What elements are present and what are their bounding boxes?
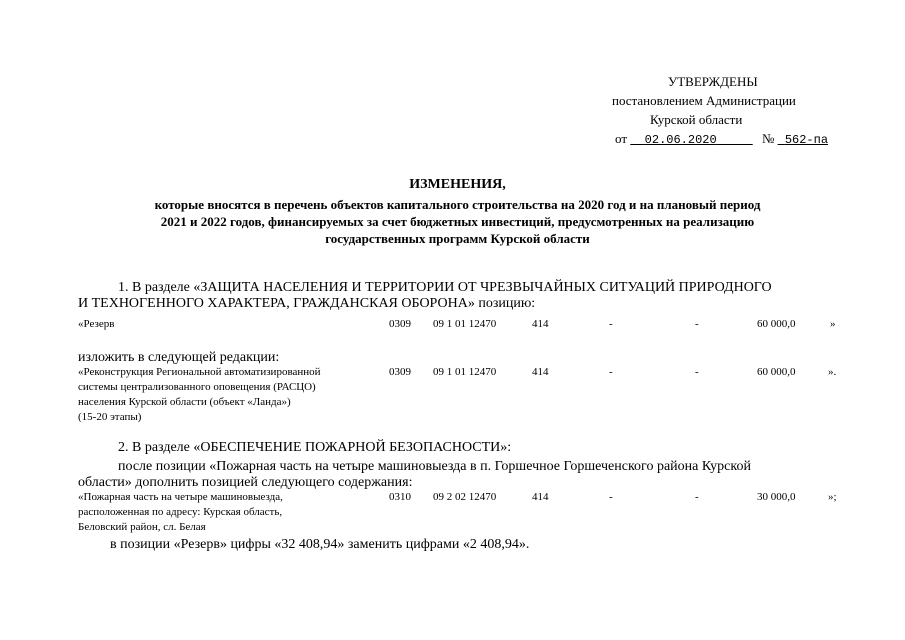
approval-line-2: Курской области (650, 112, 743, 127)
row-expense-type: 414 (532, 366, 549, 378)
approval-title: УТВЕРЖДЕНЫ (668, 74, 758, 89)
heading-line-2: 2021 и 2022 годов, финансируемых за счет бюджетных инвестиций, предусмотренных на реализацию (160, 214, 755, 229)
section2-line-2: после позиции «Пожарная часть на четыре машиновыезда в п. Горшечное Горшеченского района Курской (118, 459, 751, 474)
section1-line-1: 1. В разделе «ЗАЩИТА НАСЕЛЕНИЯ И ТЕРРИТОРИИ ОТ ЧРЕЗВЫЧАЙНЫХ СИТУАЦИЙ ПРИРОДНОГО (118, 280, 772, 295)
heading-line-1: которые вносятся в перечень объектов капитального строительства на 2020 год и на плановый период (154, 197, 761, 212)
row-value-3: 60 000,0 (757, 366, 796, 378)
row-end-quote: ». (828, 366, 837, 378)
number-prefix: № (761, 131, 775, 146)
date-prefix: от (615, 131, 628, 146)
row-section-code: 0309 (389, 318, 411, 330)
section2-final: в позиции «Резерв» цифры «32 408,94» заменить цифрами «2 408,94». (110, 537, 530, 552)
approval-date-line (615, 131, 828, 147)
row-value-2: - (695, 318, 699, 330)
row-name-line-2: расположенная по адресу: Курская область, (78, 506, 283, 518)
row-value-1: - (609, 491, 613, 503)
row-name-line-1: «Пожарная часть на четыре машиновыезда, (78, 491, 283, 503)
row-target-code: 09 1 01 12470 (433, 318, 497, 330)
row-value-1: - (609, 318, 613, 330)
row-value-2: - (695, 491, 699, 503)
row-section-code: 0309 (389, 366, 411, 378)
row-target-code: 09 1 01 12470 (433, 366, 497, 378)
row-name-line-4: (15-20 этапы) (78, 411, 142, 423)
row-expense-type: 414 (532, 318, 549, 330)
row-target-code: 09 2 02 12470 (433, 491, 497, 503)
approval-line-1: постановлением Администрации (612, 93, 796, 108)
section2-line-1: 2. В разделе «ОБЕСПЕЧЕНИЕ ПОЖАРНОЙ БЕЗОПАСНОСТИ»: (118, 440, 512, 455)
heading-line-3: государственных программ Курской области (325, 231, 590, 246)
row-name: «Резерв (78, 318, 115, 330)
row-name-line-3: населения Курской области (объект «Ланда») (78, 396, 291, 408)
heading-title: ИЗМЕНЕНИЯ, (409, 177, 506, 192)
section1-edit-text: изложить в следующей редакции: (78, 350, 280, 365)
number-value: 562-па (784, 133, 829, 147)
row-name-line-3: Беловский район, сл. Белая (78, 521, 206, 533)
row-value-1: - (609, 366, 613, 378)
row-end-quote: »; (828, 491, 837, 503)
row-name-line-1: «Реконструкция Региональной автоматизированной (78, 366, 321, 378)
date-value: 02.06.2020 (644, 133, 717, 147)
row-name-line-2: системы централизованного оповещения (РАСЦО) (78, 381, 316, 393)
row-end-quote: » (830, 318, 836, 330)
row-section-code: 0310 (389, 491, 411, 503)
section1-line-2: И ТЕХНОГЕННОГО ХАРАКТЕРА, ГРАЖДАНСКАЯ ОБОРОНА» позицию: (78, 296, 536, 311)
section2-line-3: области» дополнить позицией следующего содержания: (78, 475, 413, 490)
row-value-3: 30 000,0 (757, 491, 796, 503)
row-expense-type: 414 (532, 491, 549, 503)
row-value-2: - (695, 366, 699, 378)
row-value-3: 60 000,0 (757, 318, 796, 330)
